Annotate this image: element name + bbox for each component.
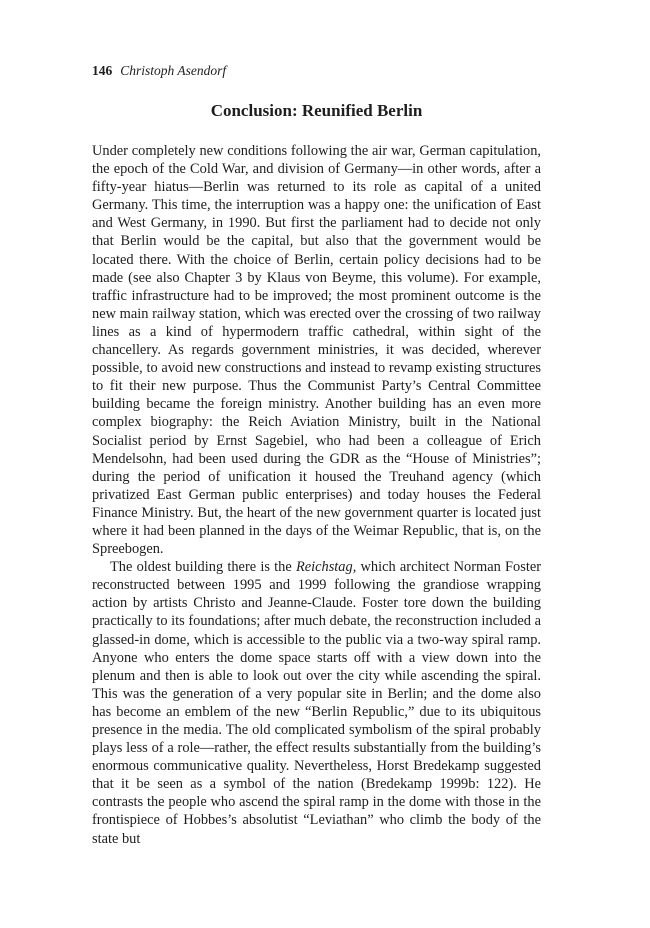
paragraph-2-emphasis: Reichstag, <box>295 559 357 576</box>
section-title: Conclusion: Reunified Berlin <box>210 101 423 120</box>
paragraph-2-text-before: The oldest building there is the <box>110 559 296 576</box>
paragraph-2-text-after: which architect Norman Foster reconstructed between 1995 and 1999 following the grandiose wrapping action by artists Christo and Jeanne-Claude. Foster tore down the building practically to its foundations; after much debate, the reconstruction included a glassed-in dome, which is accessible to the public via a two-way spiral ramp. Anyone who enters the dome space starts off with a view down into the plenum and then is able to look out over the city while ascending the spiral. This was the generation of a very popular site in Berlin; and the dome also has become an emblem of the new “Berlin Republic,” due to its ubiquitous presence in the media. The old complicated symbolism of the spiral probably plays less of a role—rather, the effect results substantially from the building’s enormous communicative quality. Nevertheless, Horst Bredekamp suggested that it be seen as a symbol of the nation (Bredekamp 1999b: 122). He contrasts the people who ascend the spiral ramp in the dome with those in the frontispiece of Hobbes’s absolutist “Leviathan” who climb the body of the state but <box>92 559 541 847</box>
running-head <box>92 62 541 80</box>
book-page <box>92 62 541 848</box>
page-number: 146 <box>92 63 113 78</box>
paragraph-2 <box>92 558 541 848</box>
paragraph-1: Under completely new conditions following the air war, German capitulation, the epoch of the Cold War, and division of Germany—in other words, after a fifty-year hiatus—Berlin was returned to its role as capital of a united Germany. This time, the interruption was a happy one: the unification of East and West Germany, in 1990. But first the parliament had to decide not only that Berlin would be the capital, but also that the government would be located there. With the choice of Berlin, certain policy decisions had to be made (see also Chapter 3 by Klaus von Beyme, this volume). For example, traffic infrastructure had to be improved; the most prominent outcome is the new main railway station, which was erected over the crossing of two railway lines as a kind of hypermodern traffic cathedral, within sight of the chancellery. As regards government ministries, it was decided, wherever possible, to avoid new constructions and instead to revamp existing structures to fit their new purpose. Thus the Communist Party’s Central Committee building became the foreign ministry. Another building has an even more complex biography: the Reich Aviation Ministry, built in the National Socialist period by Ernst Sagebiel, who had been a colleague of Erich Mendelsohn, had been used during the GDR as the “House of Ministries”; during the period of unification it housed the Treuhand agency (which privatized East German public enterprises) and today houses the Federal Finance Ministry. But, the heart of the new government quarter is located just where it had been planned in the days of the Weimar Republic, that is, on the Spreebogen. <box>92 143 541 558</box>
running-head-author: Christoph Asendorf <box>120 63 227 78</box>
